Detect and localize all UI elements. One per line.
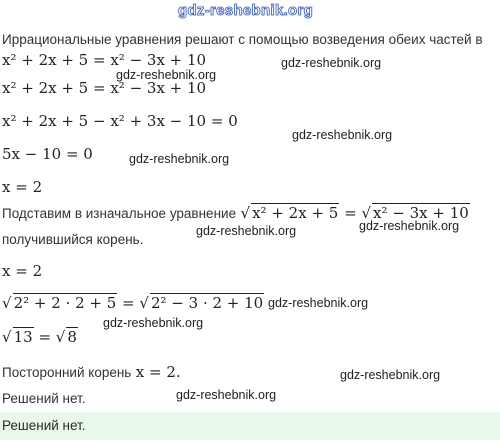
watermark: gdz-reshebnik.org	[196, 224, 297, 238]
intro-text: Иррациональные уравнения решают с помощью возведения обеих частей в	[2, 32, 483, 47]
equation-2: x² + 2x + 5 = x² − 3x + 10	[2, 79, 207, 97]
extraneous-math: x = 2.	[135, 363, 181, 381]
extraneous-text: Посторонний корень	[2, 365, 132, 380]
equals-sign: =	[344, 204, 357, 222]
check-left: 2² + 2 · 2 + 5	[13, 294, 117, 312]
watermark: gdz-reshebnik.org	[129, 152, 230, 166]
no-solutions-text: Решений нет.	[2, 391, 86, 406]
answer-text: Решений нет.	[2, 418, 86, 433]
watermark: gdz-reshebnik.org	[116, 68, 217, 82]
sqrt-sign-icon: √	[361, 204, 372, 222]
top-watermark: gdz-reshebnik.org	[178, 2, 314, 19]
equation-3: x² + 2x + 5 − x² + 3x − 10 = 0	[2, 112, 238, 130]
equals-sign: =	[38, 328, 52, 346]
watermark: gdz-reshebnik.org	[268, 296, 369, 310]
result-left: 13	[13, 328, 33, 346]
sqrt-sign-icon: √	[2, 328, 12, 346]
result-right: 8	[67, 328, 77, 346]
equation-1: x² + 2x + 5 = x² − 3x + 10	[2, 51, 207, 69]
equals-sign: =	[122, 294, 135, 312]
sqrt-sign-icon: √	[139, 294, 149, 312]
watermark: gdz-reshebnik.org	[103, 316, 204, 330]
check-equation	[2, 293, 264, 312]
check-right: 2² − 3 · 2 + 10	[150, 294, 264, 312]
extraneous-line	[2, 363, 181, 382]
watermark: gdz-reshebnik.org	[340, 368, 441, 382]
answer-box	[0, 412, 500, 440]
equation-6: x = 2	[2, 262, 43, 280]
substitute-text-2: получившийся корень.	[2, 232, 144, 247]
result-equation	[2, 327, 78, 346]
sqrt-sign-icon: √	[2, 294, 12, 312]
sqrt-sign-icon: √	[55, 328, 66, 346]
watermark: gdz-reshebnik.org	[281, 56, 382, 70]
substitute-text: Подставим в изначальное уравнение	[2, 206, 237, 221]
sqrt-sign-icon: √	[240, 204, 251, 222]
radicand-right: x² − 3x + 10	[373, 204, 469, 222]
watermark: gdz-reshebnik.org	[359, 219, 460, 233]
equation-5: x = 2	[2, 178, 43, 196]
radicand-left: x² + 2x + 5	[252, 204, 339, 222]
equation-4: 5x − 10 = 0	[2, 145, 93, 163]
watermark: gdz-reshebnik.org	[292, 128, 393, 142]
watermark: gdz-reshebnik.org	[176, 388, 277, 402]
